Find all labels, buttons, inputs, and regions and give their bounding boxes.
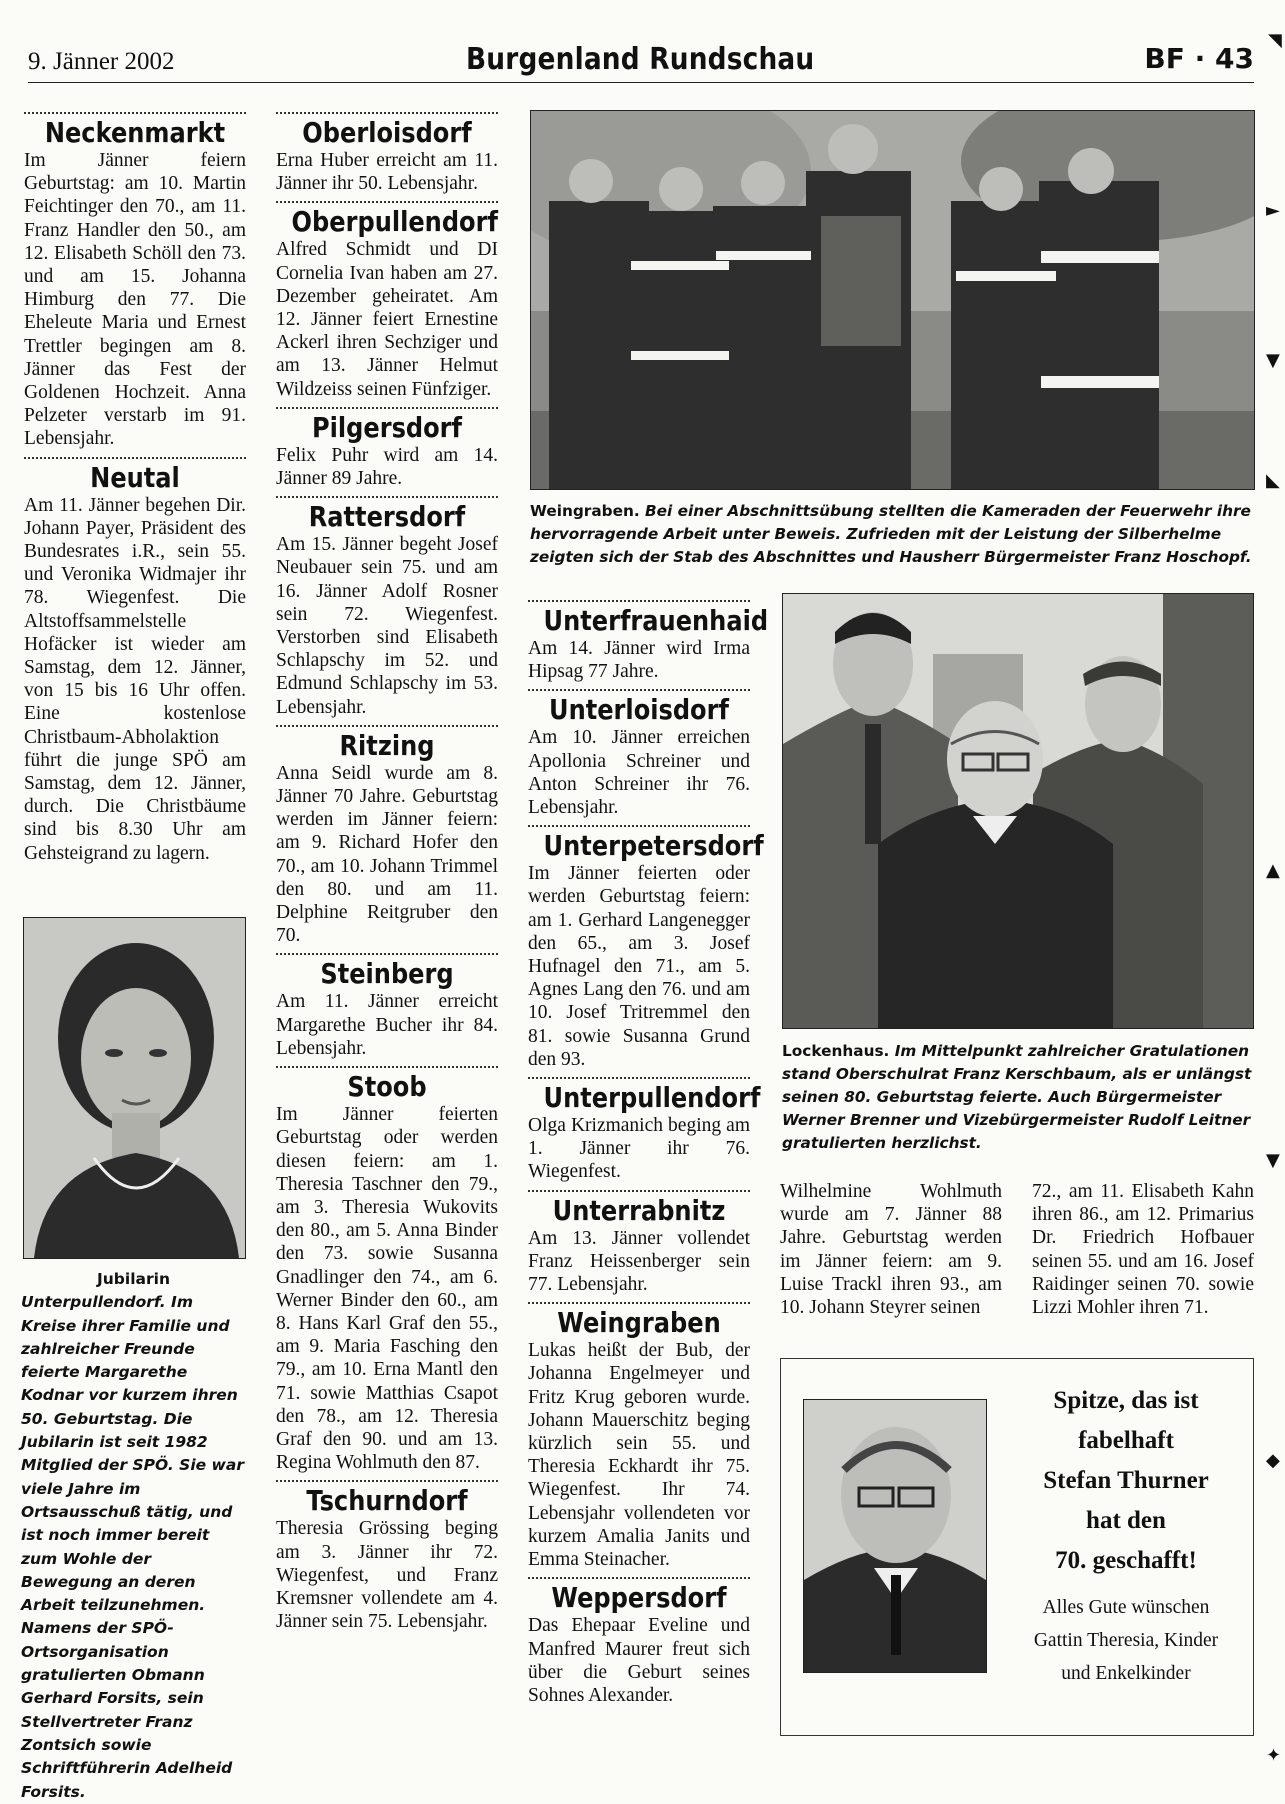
town-heading: Weingraben (557, 1306, 721, 1340)
ad-line: und Enkelkinder (1061, 1663, 1191, 1684)
town-heading: Neutal (90, 460, 180, 494)
separator (276, 1480, 498, 1482)
scan-mark: ✦ (1266, 1745, 1282, 1766)
caption-lockenhaus (782, 1040, 1254, 1155)
article-text: Olga Krizmanich beging am 1. Jänner ihr 76. Wiegenfest. (528, 1115, 750, 1183)
article-text: Theresia Grössing beging am 3. Jänner ihr 72. Wiegenfest, und Franz Kremsner vollendete am 4. Jänner sein 75. Lebensjahr. (276, 1518, 498, 1633)
article-text: Das Ehepaar Eveline und Manfred Maurer freut sich über die Geburt seines Sohnes Alexander. (528, 1615, 750, 1706)
article-text: Wilhelmine Wohlmuth wurde am 7. Jänner 88 Jahre. Geburtstag werden im Jänner feiern: am 9. Luise Trackl ihren 93., am 10. Johann Steyrer seinen (780, 1181, 1002, 1319)
town-heading: Pilgersdorf (311, 410, 463, 444)
ad-greeting (1011, 1591, 1241, 1690)
caption-text: Unterpullendorf. Im Kreise ihrer Familie und zahlreicher Freunde feierte Margarethe Kodnar vor kurzem ihren 50. Geburtstag. Die Jubilarin ist seit 1982 Mitglied der SPÖ. Sie war viele Jahre im Ortsausschuß tätig, und ist noch immer bereit zum Wohle der Bewegung an deren Arbeit teilzunehmen. Namens der SPÖ-Ortsorganisation gratulierten Obmann Gerhard Forsits, sein Stellvertreter Franz Zontsich sowie Schriftführerin Adelheid Forsits. (21, 1293, 244, 1801)
town-heading: Tschurndorf (306, 1484, 468, 1518)
town-heading: Unterfrauenhaid (543, 604, 769, 637)
ad-line: Gattin Theresia, Kinder (1033, 1630, 1219, 1651)
article-text: Am 15. Jänner begeht Josef Neubauer sein 75. und am 16. Jänner Adolf Rosner sein 72. Wiegenfest. Verstorben sind Elisabeth Schlapschy im 52. und Edmund Schlapschy im 53. Lebensjahr. (276, 534, 498, 718)
separator (276, 201, 498, 203)
article-text: Am 13. Jänner vollendet Franz Heissenberger sein 77. Lebensjahr. (528, 1227, 750, 1296)
town-heading: Weppersdorf (551, 1581, 727, 1615)
article-text: Erna Huber erreicht am 11. Jänner ihr 50. Lebensjahr. (276, 150, 498, 195)
caption-weingraben (530, 500, 1255, 569)
town-heading: Oberpullendorf (291, 205, 498, 239)
separator (528, 689, 750, 691)
separator (276, 112, 498, 114)
separator (276, 725, 498, 727)
ad-line: Spitze, das ist (1053, 1387, 1199, 1414)
article-text: Im Jänner feierten oder werden Geburtstag feiern: am 1. Gerhard Langenegger den 65., am 3. Josef Hufnagel den 71., am 5. Agnes Lang den 76. und am 10. Josef Tritremmel den 81. sowie Susanna Grund den 93. (528, 863, 750, 1070)
page-header (28, 42, 1254, 83)
caption-text: Bei einer Abschnittsübung stellten die Kameraden der Feuerwehr ihre hervorragende Arbeit unter Beweis. Zufrieden mit der Leistung der Silberhelme zeigten sich der Stab des Abschnittes und Hausherr Bürgermeister Franz Hoschopf. (530, 502, 1252, 566)
town-heading: Stoob (347, 1070, 427, 1104)
column-1 (24, 112, 246, 865)
photo-lockenhaus-group (782, 593, 1254, 1029)
ad-line: fabelhaft (1078, 1427, 1174, 1454)
ad-line: Alles Gute wünschen (1042, 1597, 1210, 1618)
column-3 (528, 600, 769, 1707)
town-heading: Steinberg (320, 957, 454, 991)
ad-text (1011, 1381, 1241, 1690)
caption-location: Lockenhaus. (782, 1042, 890, 1060)
separator (276, 496, 498, 498)
column-2 (276, 112, 498, 1633)
caption-text: Im Mittelpunkt zahlreicher Gratulationen stand Oberschulrat Franz Kerschbaum, als er unlängst seinen 80. Geburtstag feierte. Auch Bürgermeister Werner Brenner und Vizebürgermeister Rudolf Leitner gratulierten herzlichst. (782, 1042, 1252, 1152)
ad-line: Stefan Thurner (1043, 1467, 1209, 1494)
town-heading: Ritzing (339, 728, 435, 762)
town-heading: Unterloisdorf (549, 693, 729, 727)
separator (528, 1077, 750, 1079)
article-text: Am 14. Jänner wird Irma Hipsag 77 Jahre. (528, 638, 750, 683)
scan-mark: ▲ (1266, 860, 1280, 881)
town-heading: Unterrabnitz (552, 1193, 726, 1227)
scan-mark: ▼ (1266, 350, 1280, 371)
column-4a (780, 1180, 1002, 1319)
separator (24, 457, 246, 459)
portrait-photo-jubilarin (23, 917, 246, 1259)
scan-mark: ◆ (1266, 1450, 1280, 1471)
photo-weingraben-fire-brigade (530, 110, 1255, 490)
scan-mark: ◣ (1266, 470, 1280, 491)
scan-mark: ◥ (1268, 30, 1282, 51)
article-text: Im Jänner feierten Geburtstag oder werden diesen feiern: am 1. Theresia Taschner den 79., am 3. Theresia Wukovits den 80., am 5. Anna Binder den 73. sowie Susanna Gnadlinger den 74., am 6. Werner Binder den 60., am 8. Hans Karl Graf den 55., am 9. Maria Fasching den 79., am 10. Erna Mantl den 71. sowie Matthias Csapot den 78., am 12. Theresia Graf den 90. und am 13. Regina Wohlmuth den 87. (276, 1104, 498, 1474)
town-heading: Oberloisdorf (302, 116, 472, 149)
town-heading: Rattersdorf (308, 500, 466, 534)
article-text: Anna Seidl wurde am 8. Jänner 70 Jahre. Geburtstag werden im Jänner feiern: am 9. Richard Hofer den 70., am 10. Johann Trimmel den 80. und am 11. Delphine Reitgruber den 70. (276, 762, 498, 947)
separator (24, 112, 246, 114)
article-text: Am 11. Jänner begehen Dir. Johann Payer, Präsident des Bundesrates i.R., sein 55. und Veronika Widmajer ihr 78. Wiegenfest. Die Altstoffsammelstelle Hofäcker ist wieder am Samstag, dem 12. Jänner, von 15 bis 16 Uhr offen. Eine kostenlose Christbaum-Abholaktion führt die junge SPÖ am Samstag, dem 12. Jänner, durch. Die Christbäume sind bis 8.30 Uhr am Gehsteigrand zu lagern. (24, 494, 246, 864)
town-heading: Unterpullendorf (543, 1081, 761, 1115)
town-heading: Neckenmarkt (44, 116, 226, 149)
article-text: Lukas heißt der Bub, der Johanna Engelmeyer und Fritz Krug geboren wurde. Johann Mauerschitz beging kürzlich sein 55. und Theresia Eckhardt ihr 75. Wiegenfest. Ihr 74. Lebensjahr vollendeten vor kurzem Amalia Janits und Emma Steinacher. (528, 1340, 750, 1571)
newspaper-title: Burgenland Rundschau (466, 42, 815, 77)
article-text: Alfred Schmidt und DI Cornelia Ivan haben am 27. Dezember geheiratet. Am 12. Jänner feiert Ernestine Ackerl ihren Sechziger und am 13. Jänner Helmut Wildzeiss seinen Fünfziger. (276, 239, 498, 400)
caption-jubilarin (21, 1268, 246, 1804)
separator (528, 1302, 750, 1304)
article-text: Felix Puhr wird am 14. Jänner 89 Jahre. (276, 444, 498, 490)
ad-portrait-photo (803, 1399, 987, 1673)
ad-line: hat den (1086, 1507, 1166, 1534)
ad-line: 70. geschafft! (1055, 1547, 1197, 1574)
separator (528, 1577, 750, 1579)
separator (276, 953, 498, 955)
scan-mark: ▼ (1266, 1150, 1280, 1171)
article-text: Im Jänner feiern Geburtstag: am 10. Martin Feichtinger den 70., am 11. Franz Handler den 50., am 12. Elisabeth Schöll den 73. und am 15. Johanna Himburg den 77. Die Eheleute Maria und Ernest Trettler begingen am 8. Jänner das Fest der Goldenen Hochzeit. Anna Pelzeter verstarb im 91. Lebensjahr. (24, 150, 246, 450)
article-text: 72., am 11. Elisabeth Kahn ihren 86., am 12. Primarius Dr. Friedrich Hofbauer seinen 55. und am 16. Josef Raidinger seinen 70. sowie Lizzi Mohler ihren 71. (1032, 1181, 1254, 1319)
article-text: Am 10. Jänner erreichen Apollonia Schreiner und Anton Schreiner ihr 76. Lebensjahr. (528, 727, 750, 819)
issue-date: 9. Jänner 2002 (28, 48, 175, 75)
separator (528, 825, 750, 827)
separator (276, 407, 498, 409)
page-number: BF · 43 (1144, 42, 1254, 75)
birthday-ad-box (780, 1358, 1254, 1736)
town-heading: Unterpetersdorf (543, 829, 764, 863)
separator (528, 600, 750, 602)
article-text: Am 11. Jänner erreicht Margarethe Bucher ihr 84. Lebensjahr. (276, 991, 498, 1059)
column-4b (1032, 1180, 1254, 1319)
separator (528, 1190, 750, 1192)
caption-title: Jubilarin (97, 1270, 170, 1288)
scan-mark: ► (1266, 200, 1280, 221)
caption-location: Weingraben. (530, 502, 640, 520)
separator (276, 1066, 498, 1068)
